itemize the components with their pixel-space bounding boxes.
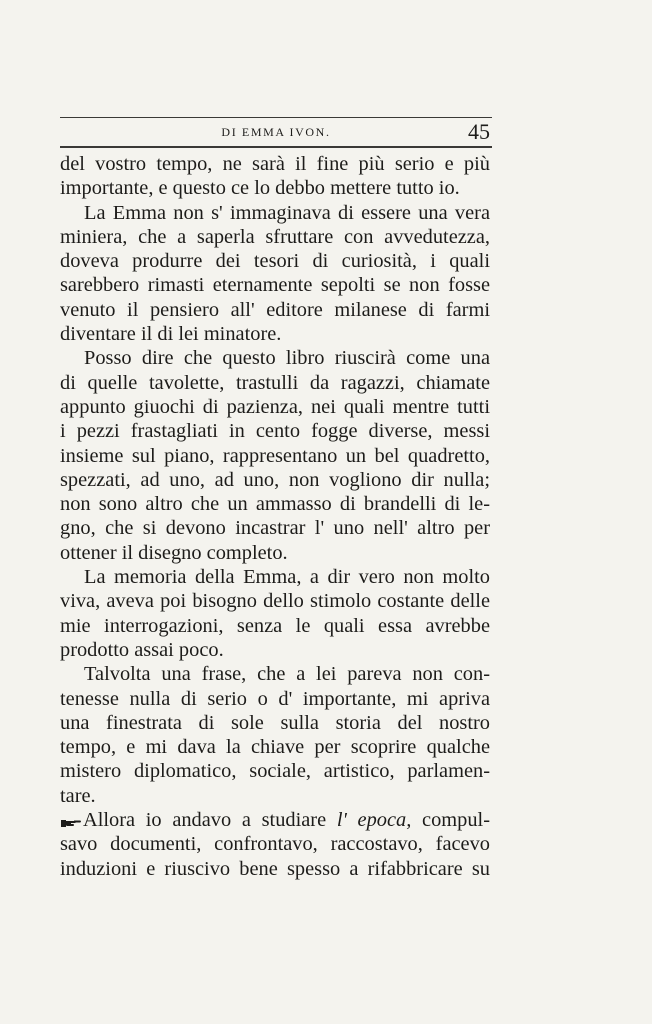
text-line: tenesse nulla di serio o d' importante, mi apriva: [60, 687, 490, 710]
text-line: spezzati, ad uno, ad uno, non vogliono dir nulla;: [60, 468, 490, 491]
text-line: viva, aveva poi bisogno dello stimolo costante delle: [60, 590, 490, 613]
page-number: 45: [468, 119, 490, 144]
text-line-last-3: induzioni e riuscivo bene spesso a rifabbricare su: [60, 857, 490, 880]
text-line-last-2: savo documenti, confrontavo, raccostavo, facevo: [60, 833, 490, 856]
text-line: sarebbero rimasti eternamente sepolti se non fosse: [60, 274, 490, 297]
body-text: [60, 152, 490, 881]
text-line: tare.: [60, 784, 96, 807]
text-line: non sono altro che un ammasso di brandelli di le-: [60, 493, 490, 516]
running-title: DI EMMA IVON.: [221, 125, 331, 139]
text-line: del vostro tempo, ne sarà il fine più serio e più: [60, 153, 490, 175]
text-line: una finestrata di sole sulla storia del nostro: [60, 711, 490, 734]
text-line-last-1: [60, 808, 490, 832]
text-line: prodotto assai poco.: [60, 638, 224, 661]
text-line: La memoria della Emma, a dir vero non molto: [84, 566, 490, 589]
text-line: La Emma non s' immaginava di essere una vera: [84, 201, 490, 224]
text-line: di quelle tavolette, trastulli da ragazzi, chiamate: [60, 371, 490, 394]
text-line: Posso dire che questo libro riuscirà come una: [84, 347, 490, 370]
text-line: venuto il pensiero all' editore milanese di farmi: [60, 298, 490, 321]
pointing-hand-icon: [60, 816, 82, 828]
text-line: mie interrogazioni, senza le quali essa avrebbe: [60, 614, 490, 637]
text-line: i pezzi frastagliati in cento fogge diverse, messi: [60, 420, 490, 443]
text-line: ottener il disegno completo.: [60, 541, 288, 564]
italic-phrase: l' epoca,: [336, 809, 412, 832]
text-line: Talvolta una frase, che a lei pareva non con-: [84, 663, 490, 686]
text-line: tempo, e mi dava la chiave per scoprire qualche: [60, 736, 490, 759]
text-line: mistero diplomatico, sociale, artistico, parlamen-: [60, 760, 490, 783]
text-line: diventare il di lei minatore.: [60, 323, 282, 346]
text-line: miniera, che a saperla sfruttare con avvedutezza,: [60, 225, 490, 248]
running-head: [60, 117, 492, 146]
text-line: doveva produrre dei tesori di curiosità, i quali: [60, 250, 490, 273]
text-line: importante, e questo ce lo debbo mettere tutto io.: [60, 177, 460, 200]
text-line: gno, che si devono incastrar l' uno nell' altro per: [60, 517, 490, 540]
text-line: insieme sul piano, rappresentano un bel quadretto,: [60, 444, 490, 467]
header-bottom-rule: [60, 146, 492, 148]
text-lines: [60, 152, 490, 808]
last-line-1-end: compul-: [422, 809, 490, 832]
last-line-1-start: Allora io andavo a studiare: [83, 809, 327, 832]
text-line: appunto giuochi di pazienza, nei quali mentre tutti: [60, 395, 490, 418]
